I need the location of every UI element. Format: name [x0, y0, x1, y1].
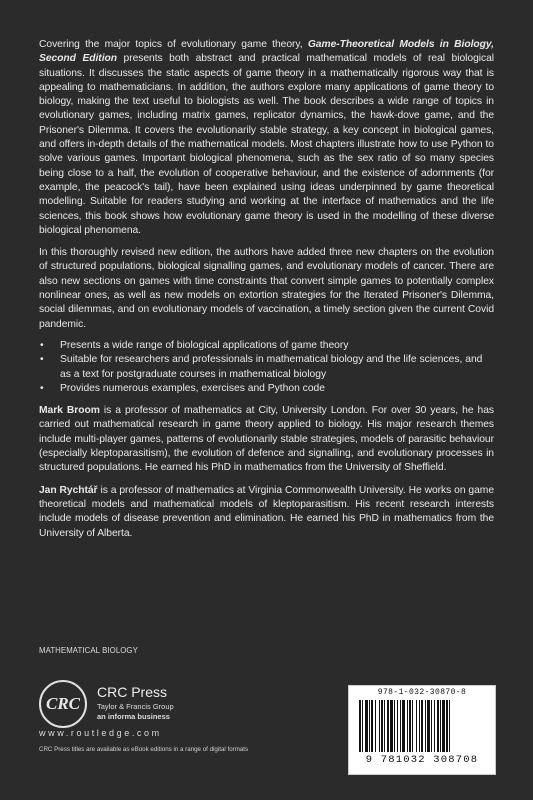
- isbn-bottom-text: 9 781032 308708: [365, 754, 479, 766]
- blurb-paragraph-2: In this thoroughly revised new edition, the authors have added three new chapters on the evolution of structured populations, biological signalling games, and evolutionary models of cancer. There are also new sections on games with time constraints that convert simple games to potentially complex nonlinear ones, as well as new models on extortion strategies for the Iterated Prisoner's Dilemma, social dilemmas, and on evolutionary models of vaccination, a timely section given the current Covid pandemic.: [39, 247, 494, 330]
- barcode-bar: [437, 700, 439, 752]
- barcode-bar: [440, 700, 441, 752]
- publisher-informa: an informa business: [97, 712, 170, 721]
- barcode-bar: [427, 700, 430, 752]
- barcode-bar: [449, 700, 450, 752]
- blurb-p1-lead: Covering the major topics of evolutionary game theory,: [39, 39, 308, 50]
- barcode-bar: [362, 700, 363, 752]
- barcode-bar: [421, 700, 423, 752]
- barcode-bar: [387, 700, 389, 752]
- crc-logo-icon: CRC: [39, 680, 87, 728]
- feature-item: [39, 353, 494, 382]
- feature-text: Provides numerous examples, exercises and Python code: [60, 382, 325, 394]
- bullet-icon: •: [40, 382, 44, 394]
- publisher-website: www.routledge.com: [39, 728, 162, 738]
- barcode-bar: [402, 700, 405, 752]
- feature-list: [39, 339, 494, 396]
- barcode-bar: [394, 700, 395, 752]
- publisher-logo: [39, 680, 189, 730]
- feature-item: [39, 382, 494, 396]
- barcode-bar: [384, 700, 385, 752]
- author-bio-text: is a professor of mathematics at City, University London. For over 30 years, he has carried out mathematical research in game theory applied to biology. His major research themes include multi-player games, patterns of evolutionarily stable strategies, models of parasitic behaviour (especially kleptoparasitism), the evolution of defence and signalling, and evolutionary processes in structured populations. He earned his PhD in mathematics from the University of Sheffield.: [39, 405, 495, 474]
- barcode-bar: [397, 700, 398, 752]
- barcode-bar: [431, 700, 432, 752]
- barcode-bar: [407, 700, 408, 752]
- barcode-bar: [375, 700, 376, 752]
- author-name: Mark Broom: [39, 405, 100, 417]
- barcode-bar: [409, 700, 411, 752]
- barcode-bar: [425, 700, 426, 752]
- feature-text: Presents a wide range of biological applications of game theory: [60, 339, 349, 351]
- barcode-bar: [434, 700, 435, 752]
- isbn-top-text: 978-1-032-30870-8: [377, 688, 467, 697]
- barcode-bar: [359, 700, 361, 752]
- barcode-bar: [446, 700, 448, 752]
- author-bio-broom: [39, 404, 494, 475]
- book-title: Game-Theoretical Models in Biology, Second Edition: [39, 39, 494, 65]
- barcode-bar: [371, 700, 373, 752]
- publisher-group: Taylor & Francis Group: [97, 702, 174, 711]
- barcode-bar: [365, 700, 368, 752]
- barcode-bar: [400, 700, 401, 752]
- series-label: MATHEMATICAL BIOLOGY: [39, 646, 138, 655]
- barcode-bar: [416, 700, 417, 752]
- publisher-name: CRC Press: [97, 684, 168, 700]
- cover-text: [39, 38, 494, 549]
- bullet-icon: •: [40, 339, 44, 351]
- ebook-note: CRC Press titles are available as eBook editions in a range of digital formats: [39, 746, 249, 753]
- barcode-bars-icon: [359, 700, 485, 752]
- author-bio-text: is a professor of mathematics at Virginia Commonwealth University. He works on game theoretical models and mathematical models of kleptoparasitism. His recent research interests include models of disease prevention and elimination. He earned his PhD in mathematics from the University of Alberta.: [39, 484, 494, 539]
- barcode-bar: [442, 700, 445, 752]
- author-name: Jan Rychtář: [39, 484, 98, 496]
- barcode-bar: [412, 700, 413, 752]
- barcode-bar: [390, 700, 393, 752]
- barcode-bar: [381, 700, 383, 752]
- feature-item: [39, 339, 494, 353]
- barcode-bar: [369, 700, 370, 752]
- bullet-icon: •: [40, 354, 44, 366]
- isbn-barcode: [348, 685, 496, 775]
- blurb-p1-body: presents both abstract and practical mathematical models of real biological situations. It discusses the static aspects of game theory in a mathematically rigorous way that is appealing to mathematicians. In addition, the authors explore many applications of game theory to biology, making the text useful to biologists as well. The book describes a wide range of topics in evolutionary games, including matrix games, replicator dynamics, the hawk-dove game, and the Prisoner's Dilemma. It covers the evolutionarily stable strategy, a key concept in biological games, and offers in-depth details of the mathematical models. Most chapters illustrate how to use Python to solve various games. Important biological phenomena, such as the sex ratio of so many species being close to a half, the evolution of cooperative behaviour, and the existence of adornments (for example, the peacock's tail), have been explained using ideas underpinned by game theoretical modelling. Suitable for readers studying and working at the interface of mathematics and the life sciences, this book shows how evolutionary game theory is used in the modelling of these diverse biological phenomena.: [39, 53, 494, 236]
- author-bio-rychtar: [39, 484, 494, 541]
- barcode-bar: [379, 700, 380, 752]
- barcode-bar: [419, 700, 420, 752]
- blurb-paragraph-1: [39, 38, 494, 238]
- feature-text: Suitable for researchers and professionals in mathematical biology and the life sciences, and as a text for postgraduate courses in mathematical biology: [60, 354, 483, 380]
